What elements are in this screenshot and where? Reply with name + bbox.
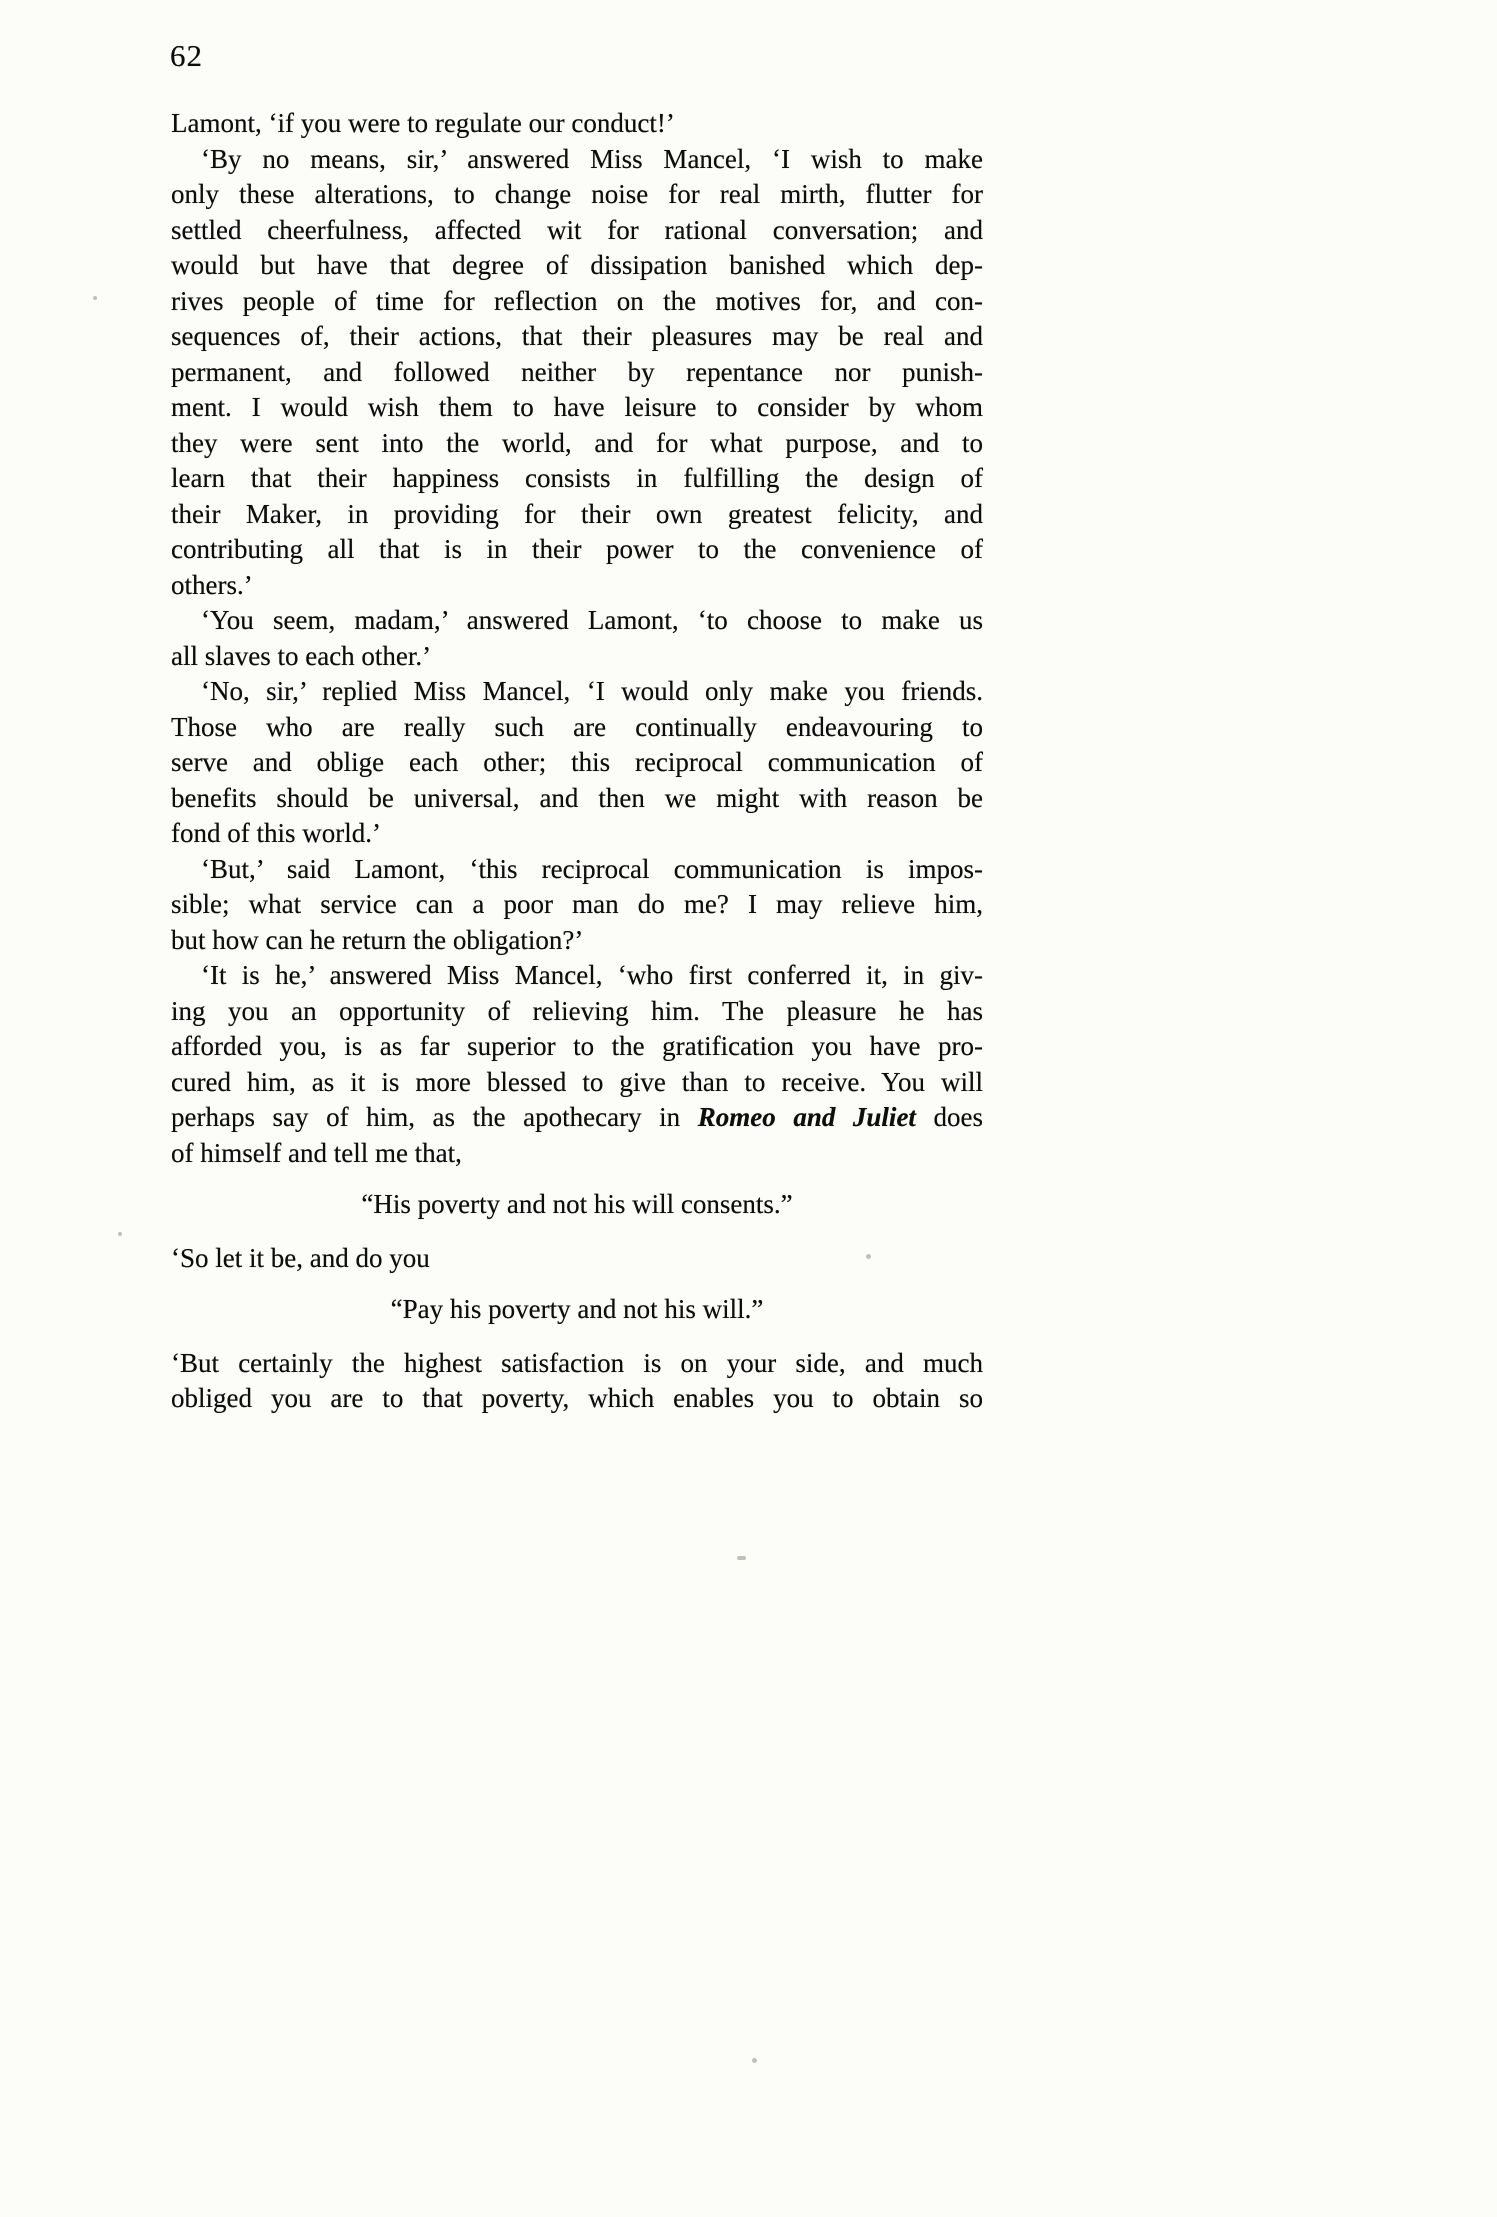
text-run: but how can he return the obligation?’	[171, 924, 584, 955]
text-run: ‘But certainly the highest satisfaction is on your side, and much	[171, 1347, 983, 1378]
text-line	[171, 958, 983, 994]
text-run: rives people of time for reflection on the motives for, and con-	[171, 285, 983, 316]
text-line	[171, 213, 983, 249]
text-line	[171, 852, 983, 888]
text-line	[171, 177, 983, 213]
text-run: serve and oblige each other; this reciprocal communication of	[171, 747, 983, 777]
text-line	[171, 1346, 983, 1382]
text-line	[171, 142, 983, 178]
text-line	[171, 390, 983, 426]
text-run: all slaves to each other.’	[171, 640, 432, 671]
text-run: ‘No, sir,’ replied Miss Mancel, ‘I would only make you friends.	[201, 676, 983, 706]
text-line	[171, 248, 983, 284]
text-line	[171, 1136, 983, 1172]
verse-quote	[171, 1187, 983, 1223]
text-run: obliged you are to that poverty, which enables you to obtain so	[171, 1383, 983, 1413]
text-line	[171, 745, 983, 781]
text-run: ‘So let it be, and do you	[171, 1242, 430, 1273]
text-line	[171, 1187, 983, 1223]
text-line	[171, 674, 983, 710]
text-line	[171, 355, 983, 391]
text-run: others.’	[171, 569, 253, 600]
text-run: ‘By no means, sir,’ answered Miss Mancel, ‘I wish to make	[201, 143, 983, 174]
page-number: 62	[170, 38, 203, 73]
text-run: would but have that degree of dissipation banished which dep-	[171, 250, 983, 280]
text-run: ‘You seem, madam,’ answered Lamont, ‘to choose to make us	[201, 605, 983, 635]
text-line	[171, 816, 983, 852]
text-line	[171, 1381, 983, 1417]
text-line	[171, 1029, 983, 1065]
text-line	[171, 639, 983, 675]
paragraph	[171, 958, 983, 1171]
paragraph	[171, 106, 983, 142]
text-run: fond of this world.’	[171, 818, 381, 848]
text-line	[171, 1292, 983, 1328]
text-block	[171, 106, 983, 1417]
text-line	[171, 1065, 983, 1101]
text-run: sequences of, their actions, that their pleasures may be real and	[171, 321, 983, 351]
scan-speck	[118, 1232, 122, 1236]
text-run: learn that their happiness consists in fulfilling the design of	[171, 463, 983, 493]
text-line	[171, 568, 983, 604]
text-line	[171, 887, 983, 923]
text-line	[171, 284, 983, 320]
text-run: permanent, and followed neither by repentance nor punish-	[171, 356, 983, 387]
text-run: ‘But,’ said Lamont, ‘this reciprocal communication is impos-	[201, 853, 983, 884]
text-run: benefits should be universal, and then we might with reason be	[171, 782, 983, 813]
text-run: cured him, as it is more blessed to give than to receive. You will	[171, 1066, 983, 1097]
text-run: Those who are really such are continually endeavouring to	[171, 711, 983, 742]
scan-speck	[866, 1254, 871, 1259]
text-line	[171, 532, 983, 568]
paragraph	[171, 142, 983, 604]
text-run: contributing all that is in their power to the convenience of	[171, 534, 983, 564]
paragraph	[171, 1346, 983, 1417]
text-run: “His poverty and not his will consents.”	[361, 1189, 793, 1219]
scan-speck	[737, 1556, 746, 1560]
scan-speck	[752, 2058, 757, 2063]
text-line	[171, 1241, 983, 1277]
text-run: only these alterations, to change noise for real mirth, flutter for	[171, 179, 983, 209]
paragraph	[171, 674, 983, 852]
text-run: perhaps say of him, as the apothecary in	[171, 1102, 698, 1132]
text-line	[171, 710, 983, 746]
text-line	[171, 1100, 983, 1136]
text-line	[171, 923, 983, 959]
text-run: ing you an opportunity of relieving him. The pleasure he has	[171, 995, 983, 1026]
paragraph	[171, 603, 983, 674]
paragraph	[171, 1241, 983, 1277]
text-line	[171, 319, 983, 355]
text-line	[171, 603, 983, 639]
text-line	[171, 781, 983, 817]
text-line	[171, 106, 983, 142]
text-run: of himself and tell me that,	[171, 1137, 462, 1168]
paragraph	[171, 852, 983, 959]
text-line	[171, 497, 983, 533]
text-run: does	[915, 1102, 984, 1132]
text-run: ‘It is he,’ answered Miss Mancel, ‘who first conferred it, in giv-	[201, 960, 983, 990]
text-run: afforded you, is as far superior to the gratification you have pro-	[171, 1031, 983, 1061]
text-line	[171, 426, 983, 462]
text-line	[171, 461, 983, 497]
italic-book-title: Romeo and Juliet	[697, 1102, 916, 1132]
text-run: they were sent into the world, and for what purpose, and to	[171, 427, 983, 458]
text-run: settled cheerfulness, affected wit for rational conversation; and	[171, 214, 983, 245]
text-line	[171, 994, 983, 1030]
scan-speck	[93, 296, 97, 300]
text-run: ment. I would wish them to have leisure to consider by whom	[171, 392, 983, 422]
text-run: sible; what service can a poor man do me? I may relieve him,	[171, 889, 983, 919]
text-run: their Maker, in providing for their own greatest felicity, and	[171, 498, 983, 529]
text-run: Lamont, ‘if you were to regulate our conduct!’	[171, 108, 675, 138]
verse-quote	[171, 1292, 983, 1328]
text-run: “Pay his poverty and not his will.”	[390, 1294, 764, 1324]
